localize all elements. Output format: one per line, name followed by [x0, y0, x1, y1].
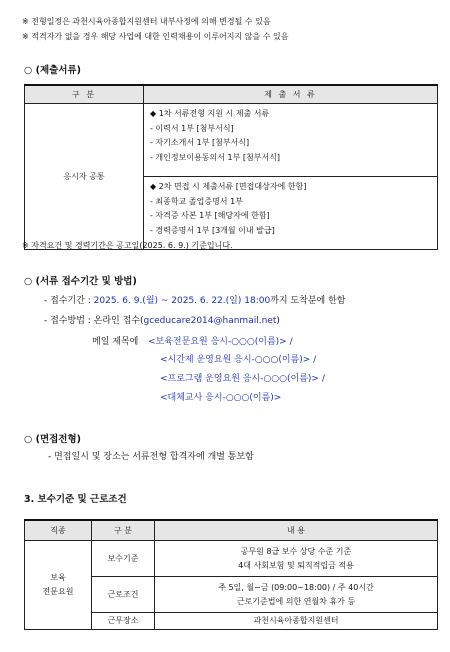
docs-group1-item: - 개인정보이용동의서 1부 [첨부서식]	[150, 152, 281, 162]
pay-row-line: 주 5일, 월~금 (09:00~18:00) / 주 40시간	[218, 582, 374, 592]
reception-heading: ○ (서류 접수기간 및 방법)	[24, 276, 137, 287]
note-no-hire: ※ 적격자가 없을 경우 해당 사업에 대한 인력채용이 이루어지지 않을 수 있음	[22, 32, 289, 41]
reception-period-label: - 접수기간 :	[44, 296, 94, 306]
docs-group1-item: - 이력서 1부 [첨부서식]	[150, 123, 234, 133]
mail-subject-item: <대체교사 응시-○○○(이름)>	[160, 393, 282, 403]
docs-group1-title: ◆ 1차 서류전형 지원 시 제출 서류	[150, 109, 270, 118]
pay-header-job: 직종	[25, 520, 92, 541]
pay-job-line: 보육	[50, 573, 66, 582]
docs-header-category: 구 분	[25, 85, 144, 104]
pay-row-line: 4대 사회보험 및 퇴직적립금 적용	[238, 560, 354, 570]
docs-row-label: 응시자 공통	[25, 104, 144, 250]
pay-row-line: 공무원 8급 보수 상당 수준 기준	[240, 546, 352, 556]
interview-heading: ○ (면접전형)	[24, 434, 81, 445]
docs-heading: ○ (제출서류)	[24, 65, 81, 76]
reception-method-label: - 접수방법 : 온라인 접수(	[44, 316, 144, 326]
mail-subject-item: <보육전문요원 응시-○○○(이름)> /	[148, 337, 293, 347]
docs-group2-item: - 자격증 사본 1부 [해당자에 한함]	[150, 211, 270, 220]
docs-group2-item: - 경력증명서 1부 [3개월 이내 발급]	[150, 225, 275, 235]
pay-table-header	[25, 520, 438, 541]
mail-subject-item: <시간제 운영요원 응시-○○○(이름)> /	[160, 355, 317, 365]
mail-subject-label: 메일 제목에	[92, 337, 139, 347]
note-schedule: ※ 전형일정은 과천시육아종합지원센터 내부사정에 의해 변경될 수 있음	[22, 17, 271, 26]
pay-row	[25, 541, 438, 577]
docs-table	[24, 84, 438, 250]
pay-row-label: 근무장소	[92, 613, 155, 630]
docs-group1-item: - 자기소개서 1부 [첨부서식]	[150, 138, 250, 147]
pay-job-cell	[25, 541, 92, 630]
pay-header-content: 내 용	[155, 520, 438, 541]
docs-header-documents: 제 출 서 류	[144, 85, 438, 104]
mail-subject-item: <프로그램 운영요원 응시-○○○(이름)> /	[160, 374, 325, 384]
pay-row-content	[155, 541, 438, 577]
reception-email-link[interactable]: gceducare2014@hanmail.net	[143, 316, 277, 326]
pay-header-category: 구 분	[92, 520, 155, 541]
pay-row-line: 과천시육아종합지원센터	[253, 616, 339, 625]
pay-table	[24, 519, 438, 630]
pay-row-line: 근로기준법에 의한 연월차 휴가 등	[236, 596, 356, 606]
reception-method-suffix: )	[276, 316, 280, 326]
pay-row-label: 보수기준	[92, 541, 155, 577]
docs-group2-title: ◆ 2차 면접 시 제출서류 [면접대상자에 한함]	[150, 182, 307, 191]
interview-text: - 면접일시 및 장소는 서류전형 합격자에 개별 통보함	[48, 452, 254, 462]
section3-heading: 3. 보수기준 및 근로조건	[24, 494, 127, 505]
reception-period	[44, 293, 345, 306]
note-qualification-date: ※ 자격요건 및 경력기간은 공고일(2025. 6. 9.) 기준입니다.	[22, 241, 233, 250]
docs-table-header	[25, 85, 438, 104]
pay-job-line: 전문요원	[42, 587, 74, 596]
docs-row-group1	[25, 104, 438, 177]
reception-period-suffix: 까지 도착분에 한함	[270, 296, 346, 306]
pay-row-content	[155, 577, 438, 613]
docs-group1	[144, 104, 438, 177]
reception-period-value: 2025. 6. 9.(월) ~ 2025. 6. 22.(일) 18:00	[93, 296, 271, 306]
pay-row-content	[155, 613, 438, 630]
reception-method	[44, 313, 280, 326]
pay-row-label: 근로조건	[92, 577, 155, 613]
docs-group2	[144, 177, 438, 250]
docs-group2-item: - 최종학교 졸업증명서 1부	[150, 196, 243, 206]
